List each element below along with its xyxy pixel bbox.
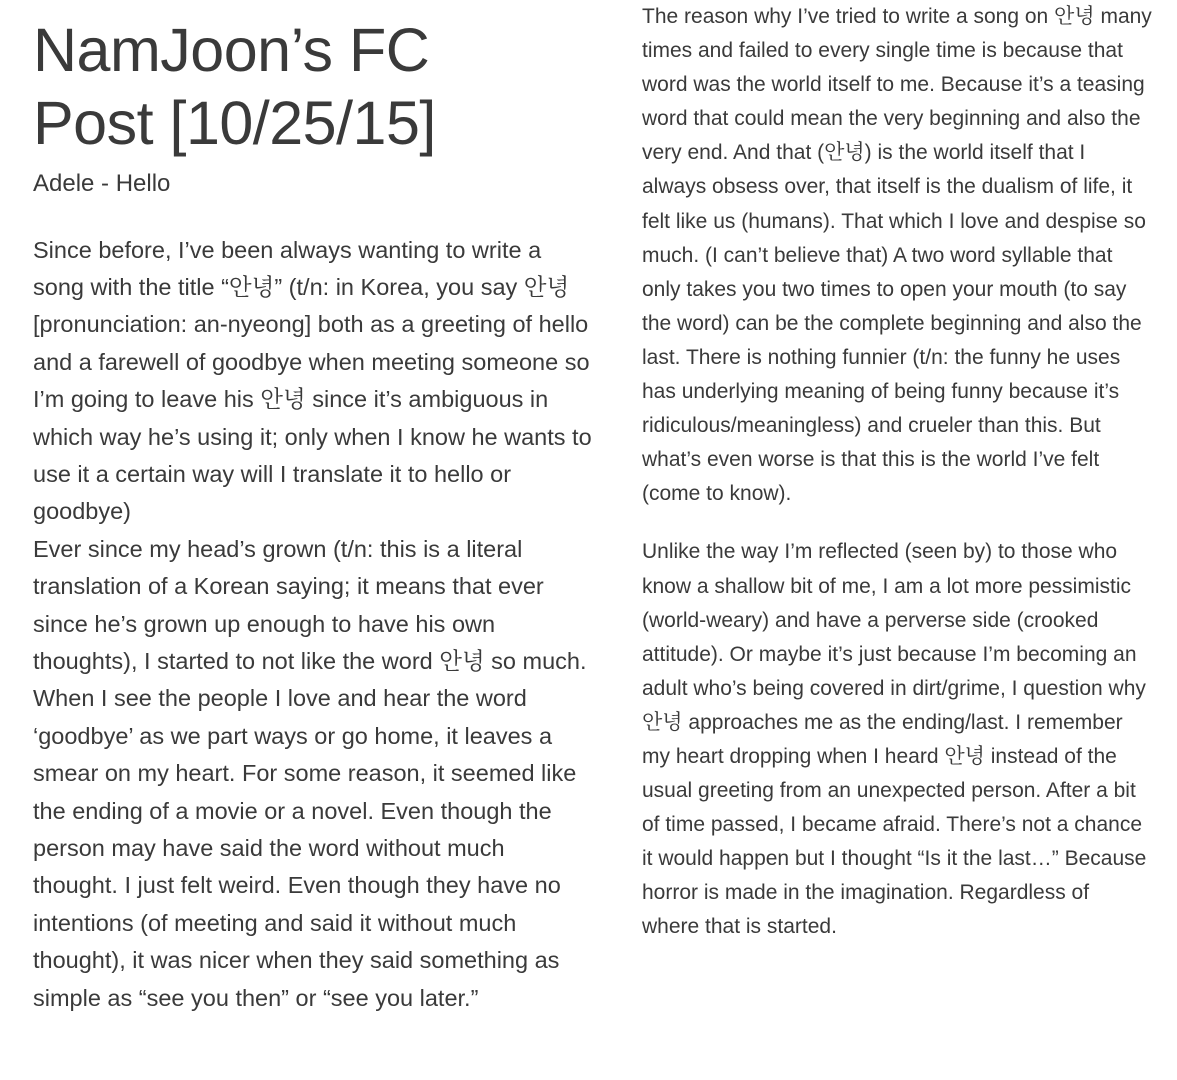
song-subtitle: Adele - Hello (33, 170, 171, 198)
body-paragraph: Since before, I’ve been always wanting to write a song with the title “안녕” (t/n: in Korea, you say 안녕 [pronunciation: an-nyeong] both as a greeting of hello and a farewell of goodbye when meeting someone so I’m going to leave his 안녕 since it’s ambiguous in which way he’s using it; only when I know he wants to use it a certain way will I translate it to hello or goodbye) (33, 236, 592, 525)
body-paragraph: Unlike the way I’m reflected (seen by) to those who know a shallow bit of me, I am a lot more pessimistic (world-weary) and have a perverse side (crooked attitude). Or maybe it’s just because I’m becoming an adult who’s being covered in dirt/grime, I question why 안녕 approaches me as the ending/last. I remember my heart dropping when I heard 안녕 instead of the usual greeting from an unexpected person. After a bit of time passed, I became afraid. There’s not a chance it would happen but I thought “Is it the last…” Because horror is made in the imagination. Regardless of where that is started. (642, 540, 1147, 939)
right-column (642, 0, 1152, 945)
right-body-text (642, 0, 1152, 945)
left-body-text (33, 232, 593, 1018)
body-paragraph: The reason why I’ve tried to write a song on 안녕 many times and failed to every single time is because that word was the world itself to me. Because it’s a teasing word that could mean the very beginning and also the very end. And that (안녕) is the world itself that I always obsess over, that itself is the dualism of life, it felt like us (humans). That which I love and despise so much. (I can’t believe that) A two word syllable that only takes you two times to open your mouth (to say the word) can be the complete beginning and also the last. There is nothing funnier (t/n: the funny he uses has underlying meaning of being funny because it’s ridiculous/meaningless) and crueler than this. But what’s even worse is that this is the world I’ve felt (come to know). (642, 5, 1152, 506)
left-column (33, 14, 593, 1017)
body-paragraph: Ever since my head’s grown (t/n: this is a literal translation of a Korean saying; it means that ever since he’s grown up enough to have his own thoughts), I started to not like the word 안녕 so much. When I see the people I love and hear the word ‘goodbye’ as we part ways or go home, it leaves a smear on my heart. For some reason, it seemed like the ending of a movie or a novel. Even though the person may have said the word without much thought. I just felt weird. Even though they have no intentions (of meeting and said it without much thought), it was nicer when they said something as simple as “see you then” or “see you later.” (33, 535, 587, 1011)
post-title: NamJoon’s FC Post [10/25/15] (33, 16, 436, 158)
